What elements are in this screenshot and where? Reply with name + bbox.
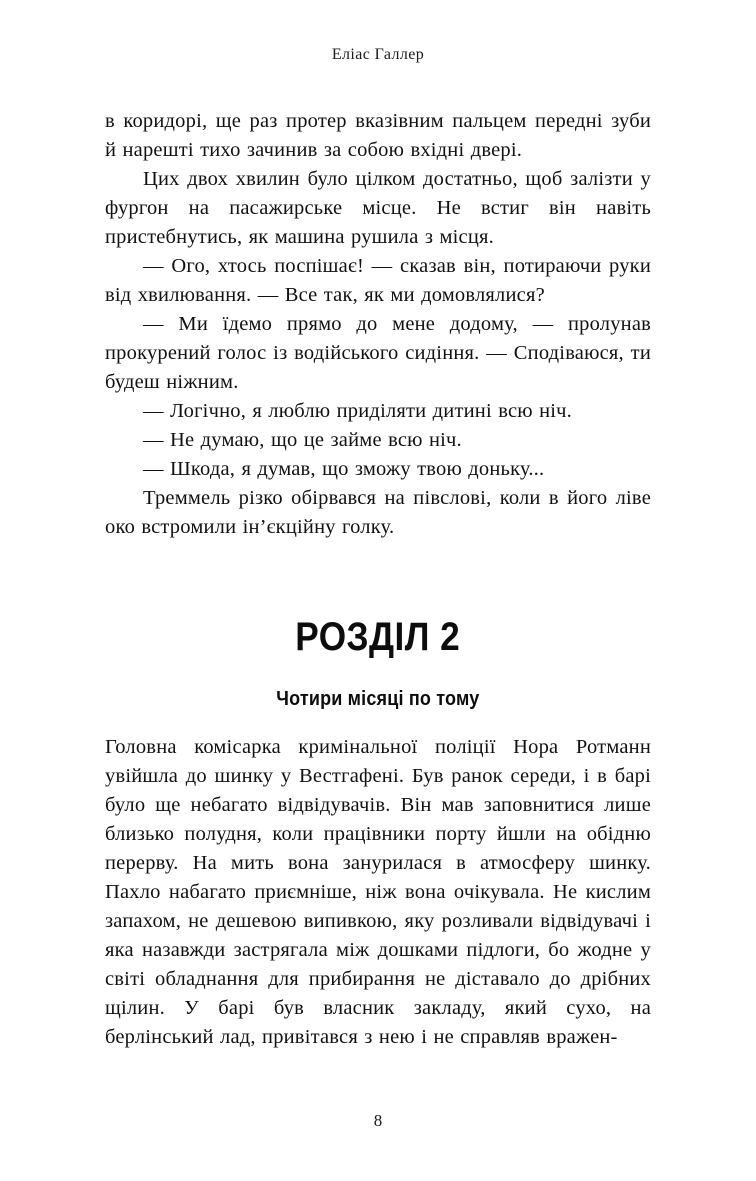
paragraph: Цих двох хвилин було цілком достатньо, щоб залізти у фургон на пасажирське місце. Не встиг він навіть пристебнутись, як машина рушила з місця.	[105, 168, 651, 248]
paragraph: — Ого, хтось поспішає! — сказав він, потираючи руки від хвилювання. — Все так, як ми домовлялися?	[105, 255, 651, 306]
paragraph: в коридорі, ще раз протер вказівним пальцем передні зуби й нарешті тихо зачинив за собою вхідні двері.	[105, 110, 651, 161]
paragraph: — Шкода, я думав, що зможу твою доньку...	[143, 458, 545, 480]
chapter-title: РОЗДІЛ 2	[295, 615, 461, 659]
page-number: 8	[373, 1111, 383, 1130]
paragraph: — Не думаю, що це займе всю ніч.	[143, 429, 462, 451]
paragraph: — Ми їдемо прямо до мене додому, — пролунав прокурений голос із водійського сидіння. — Сподіваюся, ти будеш ніжним.	[105, 313, 651, 393]
paragraph: — Логічно, я люблю приділяти дитині всю ніч.	[143, 400, 572, 422]
running-header: Еліас Галлер	[331, 46, 425, 63]
paragraph: Головна комісарка кримінальної поліції Нора Ротманн увійшла до шинку у Вестгафені. Був ранок середи, і в барі було ще небагато відвідувачів. Він мав заповнитися лише близько полудня, коли працівники порту йшли на обідню перерву. На мить вона занурилася в атмосферу шинку. Пахло набагато приємніше, ніж вона очікувала. Не кислим запахом, не дешевою випивкою, яку розливали відвідувачі і яка назавжди застрягала між дошками підлоги, бо жодне у світі обладнання для прибирання не діставало до дрібних щілин. У барі був власник закладу, який сухо, на берлінський лад, привітався з нею і не справляв вражен-	[105, 736, 651, 1048]
text-block	[105, 107, 651, 1052]
chapter-subtitle: Чотири місяці по тому	[276, 688, 480, 710]
paragraph: Треммель різко обірвався на півслові, коли в його ліве око встромили ін’єкційну голку.	[105, 487, 651, 538]
chapter-heading	[105, 616, 651, 658]
chapter-subheading	[105, 685, 651, 712]
